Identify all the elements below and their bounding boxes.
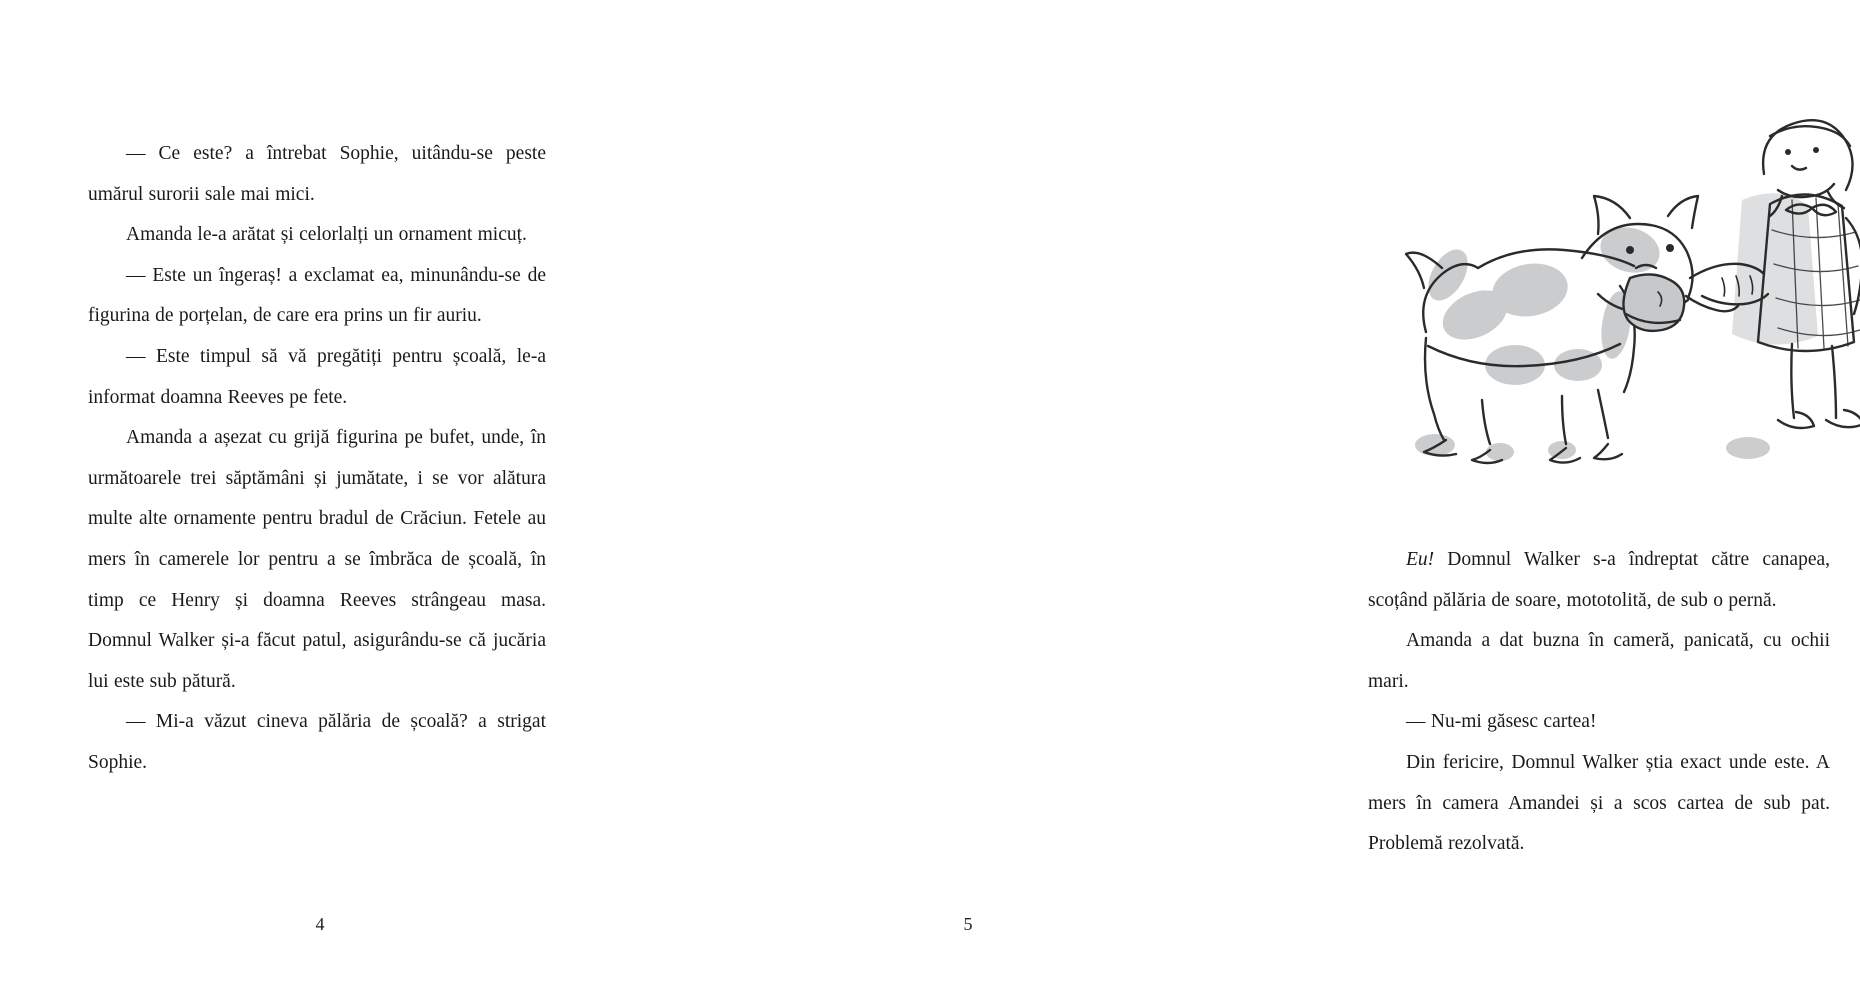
dog-and-girl-illustration (1330, 100, 1860, 490)
page-number: 4 (315, 914, 325, 934)
italic-lead: Eu! (1406, 549, 1435, 570)
page-number: 5 (963, 914, 973, 934)
paragraph: Amanda le-a arătat și celorlalți un ornament micuț. (126, 224, 527, 246)
paragraph: — Este timpul să vă pregătiți pentru școală, le-a informat doamna Reeves pe fete. (88, 345, 546, 408)
paragraph: Din fericire, Domnul Walker știa exact unde este. A mers în camera Amandei și a scos cartea de sub pat. Problemă rezolvată. (1368, 751, 1830, 855)
left-page (0, 0, 640, 995)
paragraph: Amanda a așezat cu grijă figurina pe bufet, unde, în următoarele trei săptămâni și jumătate, i se vor alătura multe alte ornamente pentru bradul de Crăciun. Fetele au mers în camerele lor pentru a se îmbrăca de școală, în timp ce Henry și doamna Reeves strângeau masa. Domnul Walker și-a făcut patul, asigurându-se că jucăria lui este sub pătură. (88, 427, 546, 692)
right-page-text-column (1368, 540, 1830, 865)
paragraph: — Mi-a văzut cineva pălăria de școală? a strigat Sophie. (88, 711, 546, 773)
paragraph (1368, 540, 1830, 621)
paragraph: — Ce este? a întrebat Sophie, uitându-se peste umărul surorii sale mai mici. (88, 143, 546, 205)
paragraph: — Nu-mi găsesc cartea! (1406, 711, 1597, 733)
right-page (640, 0, 1830, 995)
paragraph: — Este un îngeraș! a exclamat ea, minunându-se de figurina de porțelan, de care era prins un fir auriu. (88, 264, 546, 327)
paragraph-rest: Domnul Walker s-a îndreptat către canapea, scoțând pălăria de soare, mototolită, de sub o pernă. (1368, 549, 1830, 611)
paragraph: Amanda a dat buzna în cameră, panicată, cu ochii mari. (1368, 630, 1830, 692)
left-page-text-column (88, 134, 546, 784)
